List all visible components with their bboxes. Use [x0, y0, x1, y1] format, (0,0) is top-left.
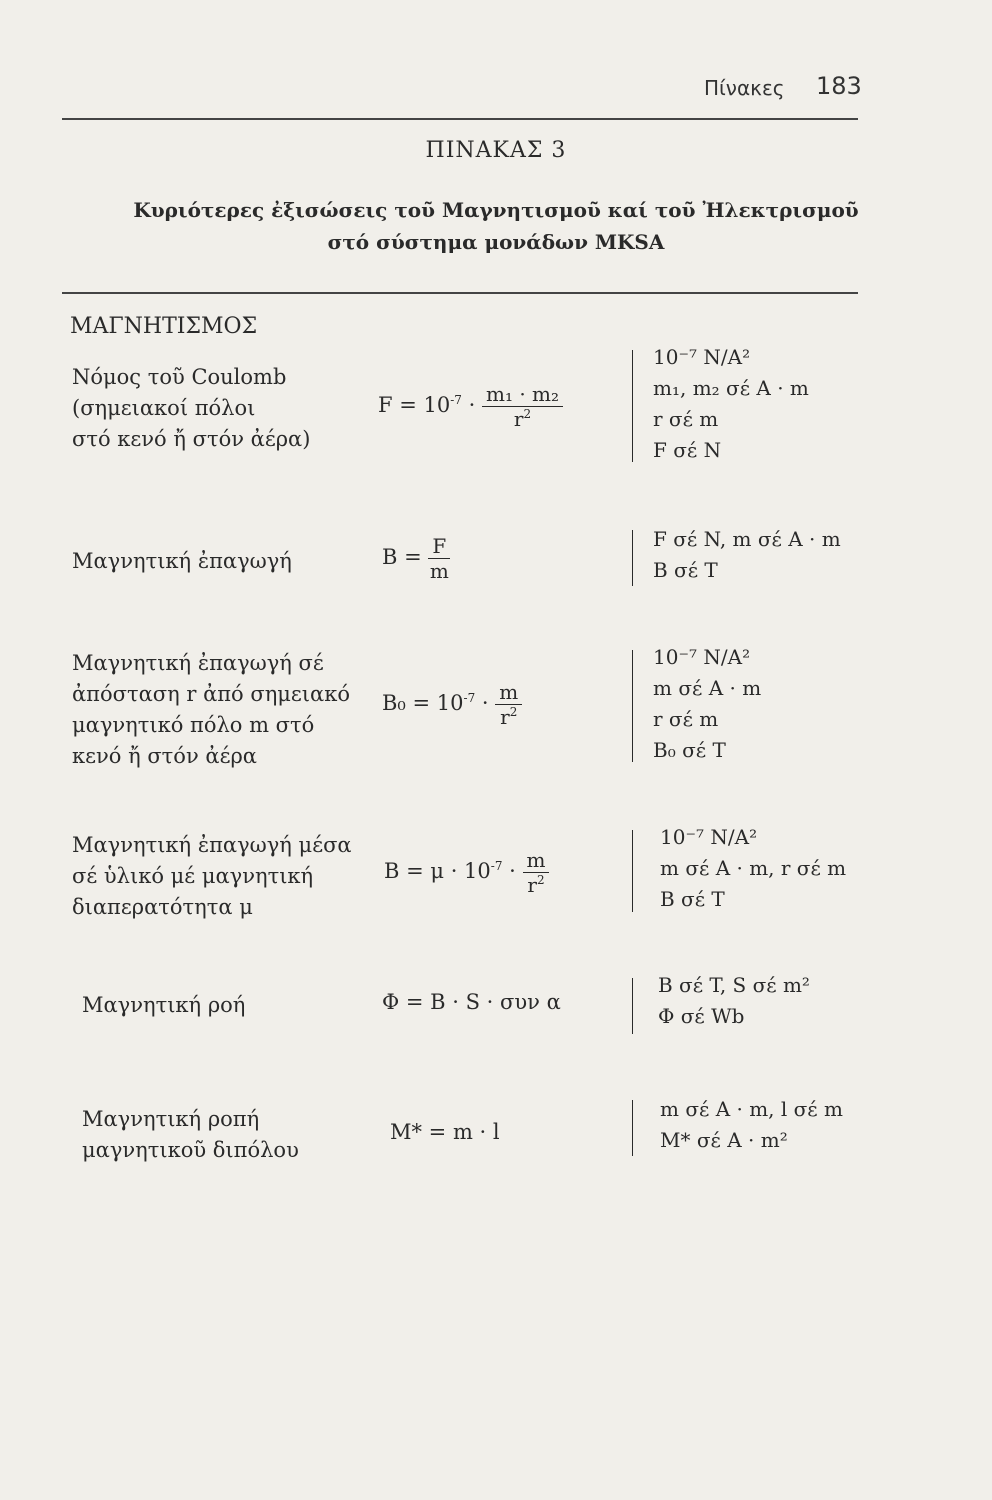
- label-line: Μαγνητική ἐπαγωγή σέ: [72, 651, 324, 675]
- label-line: κενό ἤ στόν ἀέρα: [72, 744, 257, 768]
- fraction: [428, 534, 450, 583]
- brace: [632, 530, 633, 586]
- formula-induction: [382, 534, 450, 583]
- formula-lhs: B = μ · 10: [384, 859, 491, 883]
- formula-induction-material: [384, 848, 549, 897]
- formula-lhs: F = 10: [378, 393, 451, 417]
- unit-line: r σέ m: [653, 707, 719, 731]
- numerator: m: [495, 680, 522, 705]
- brace: [632, 650, 633, 762]
- running-title: Πίνακες: [704, 76, 785, 100]
- label-line: μαγνητικό πόλο m στό: [72, 713, 315, 737]
- label-line: (σημειακοί πόλοι: [72, 396, 256, 420]
- denominator: $r^2$: [513, 407, 532, 431]
- formula-coulomb: [378, 382, 563, 431]
- numerator: m: [523, 848, 550, 873]
- unit-line: F σέ N, m σέ A · m: [653, 527, 841, 551]
- unit-line: 10⁻⁷ N/A²: [653, 345, 751, 369]
- unit-line: m σέ A · m, r σέ m: [660, 856, 847, 880]
- formula-dipole-moment: M* = m · l: [390, 1120, 500, 1144]
- label-line: μαγνητικοῦ διπόλου: [82, 1138, 299, 1162]
- label-line: Μαγνητική ροπή: [82, 1107, 260, 1131]
- table-subtitle-line2: στό σύστημα μονάδων MKSA: [327, 230, 665, 254]
- unit-line: m σέ A · m: [653, 676, 762, 700]
- formula-exponent: -7: [463, 691, 476, 705]
- unit-line: B₀ σέ T: [653, 738, 726, 762]
- brace: [632, 350, 633, 462]
- formula-dot: ·: [461, 393, 482, 417]
- unit-line: B σέ T: [653, 558, 718, 582]
- formula-exponent: -7: [450, 393, 462, 407]
- page-number: 183: [816, 72, 862, 100]
- units-block: [653, 642, 761, 766]
- units-block: [653, 342, 809, 466]
- unit-line: m σέ A · m, l σέ m: [660, 1097, 843, 1121]
- table-subtitle-line1: Κυριότερες ἐξισώσεις τοῦ Μαγνητισμοῦ καί τοῦ Ἠλεκτρισμοῦ: [133, 198, 859, 222]
- unit-line: r σέ m: [653, 407, 719, 431]
- label-line: ἀπόσταση r ἀπό σημειακό: [72, 682, 350, 706]
- numerator: m₁ · m₂: [482, 382, 563, 407]
- label-line: στό κενό ἤ στόν ἀέρα): [72, 427, 311, 451]
- formula-lhs: B =: [382, 545, 429, 569]
- label-line: διαπερατότητα μ: [72, 895, 253, 919]
- numerator: F: [428, 534, 450, 559]
- unit-line: 10⁻⁷ N/A²: [660, 825, 758, 849]
- row-label: [82, 1104, 299, 1166]
- unit-line: M* σέ A · m²: [660, 1128, 788, 1152]
- denominator: m: [429, 559, 449, 583]
- row-label: [72, 362, 310, 455]
- units-block: [660, 822, 846, 915]
- label-line: σέ ὑλικό μέ μαγνητική: [72, 864, 314, 888]
- formula-dot: ·: [502, 859, 523, 883]
- row-label: [82, 990, 245, 1021]
- label-line: Μαγνητική ροή: [82, 993, 246, 1017]
- row-label: [72, 830, 352, 923]
- formula-exponent: -7: [490, 859, 503, 873]
- fraction: [523, 848, 550, 897]
- unit-line: B σέ T, S σέ m²: [658, 973, 810, 997]
- label-line: Νόμος τοῦ Coulomb: [72, 365, 287, 389]
- fraction: [495, 680, 522, 729]
- formula-flux: Φ = B · S · συν α: [382, 990, 561, 1014]
- units-block: [653, 524, 841, 586]
- units-block: [658, 970, 810, 1032]
- unit-line: 10⁻⁷ N/A²: [653, 645, 751, 669]
- table-rule: [62, 292, 858, 294]
- brace: [632, 1100, 633, 1156]
- header-rule: [62, 118, 858, 120]
- unit-line: m₁, m₂ σέ A · m: [653, 376, 809, 400]
- fraction: [482, 382, 563, 431]
- denominator: $r^2$: [527, 873, 545, 897]
- unit-line: F σέ N: [653, 438, 722, 462]
- label-line: Μαγνητική ἐπαγωγή μέσα: [72, 833, 352, 857]
- denominator: $r^2$: [500, 705, 518, 729]
- unit-line: B σέ T: [660, 887, 725, 911]
- units-block: [660, 1094, 843, 1156]
- formula-induction-distance: [382, 680, 522, 729]
- formula-dot: ·: [475, 691, 496, 715]
- brace: [632, 978, 633, 1034]
- formula-lhs: B₀ = 10: [382, 691, 464, 715]
- row-label: [72, 648, 350, 772]
- label-line: Μαγνητική ἐπαγωγή: [72, 549, 292, 573]
- unit-line: Φ σέ Wb: [658, 1004, 745, 1028]
- table-title: ΠΙΝΑΚΑΣ 3: [425, 138, 567, 163]
- row-label: [72, 546, 292, 577]
- section-heading: ΜΑΓΝΗΤΙΣΜΟΣ: [70, 314, 258, 339]
- brace: [632, 830, 633, 912]
